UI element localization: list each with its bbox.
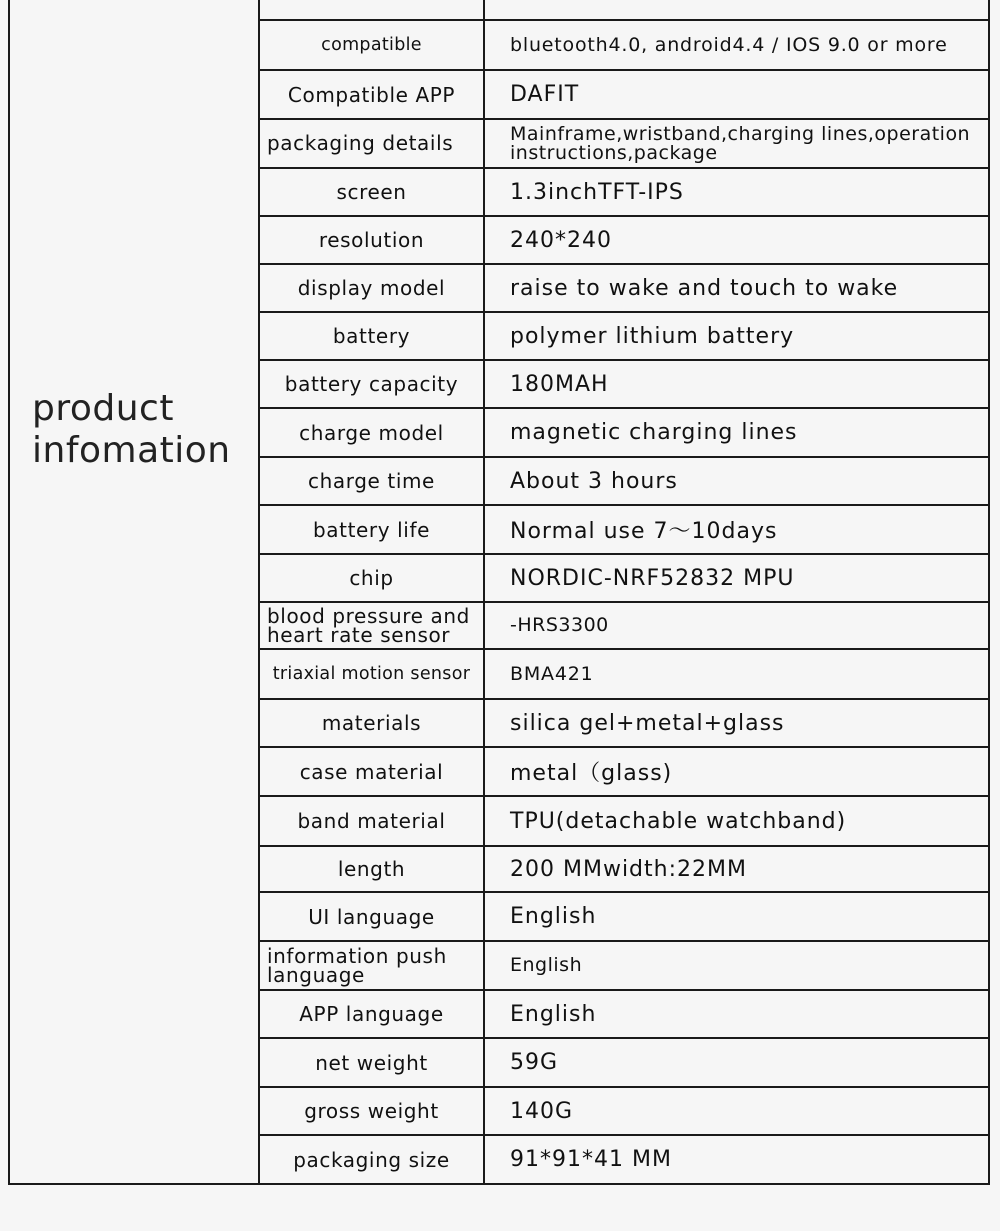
spec-param [260,0,483,19]
spec-param: packaging details [267,131,454,155]
spec-value: silica gel+metal+glass [510,710,785,736]
spec-value: metal（glass) [510,761,673,786]
spec-value: raise to wake and touch to wake [510,275,899,301]
spec-param: length [337,857,406,881]
spec-param: battery [332,324,411,348]
spec-value: TPU(detachable watchband) [510,808,847,834]
spec-value: English [510,904,597,929]
spec-param: battery capacity [284,372,459,396]
spec-value: magnetic charging lines [510,420,798,445]
spec-value: About 3 hours [510,468,678,494]
spec-value: Normal use 7～10days [510,519,778,544]
spec-param: display model [297,276,446,300]
spec-param: triaxial motion sensor [272,664,471,684]
spec-param: resolution [318,228,425,252]
section-label: product infomation [32,388,231,471]
spec-param: case material [299,759,444,784]
spec-param: Compatible APP [287,82,456,107]
spec-value: English [510,954,583,976]
spec-value: BMA421 [510,663,594,685]
table-bottom-border [8,1183,990,1185]
spec-param: chip [349,566,394,590]
spec-value: 91*91*41 MM [510,1147,672,1172]
spec-value: Mainframe,wristband,charging lines,operation instructions,package [510,122,971,164]
spec-value: -HRS3300 [510,614,609,636]
spec-value: 59G [510,1050,559,1075]
spec-param: compatible [321,35,422,55]
spec-value: English [510,1001,597,1027]
spec-param: charge model [299,420,444,445]
spec-value: 200 MMwidth:22MM [510,856,747,882]
spec-value [485,0,988,19]
spec-param: net weight [315,1050,428,1075]
spec-param: screen [336,180,407,204]
spec-value: 140G [510,1098,574,1124]
spec-param: gross weight [304,1099,439,1123]
spec-param: information push language [267,943,447,987]
spec-param: blood pressure and heart rate sensor [267,603,470,647]
spec-value: 180MAH [510,371,609,397]
spec-param: charge time [308,469,435,493]
spec-param: band material [297,809,446,833]
spec-param: packaging size [293,1147,450,1172]
spec-param: APP language [299,1002,444,1026]
spec-value: DAFIT [510,82,580,107]
spec-value: NORDIC-NRF52832 MPU [510,565,795,591]
table-left-border [8,0,10,1184]
spec-param: battery life [312,517,430,542]
spec-value: 1.3inchTFT-IPS [510,179,684,205]
table-right-border [988,0,990,1184]
spec-value: bluetooth4.0, android4.4 / IOS 9.0 or more [510,34,948,56]
spec-value: 240*240 [510,227,612,253]
spec-param: UI language [308,904,435,929]
spec-param: materials [321,711,422,735]
spec-value: polymer lithium battery [510,323,795,349]
